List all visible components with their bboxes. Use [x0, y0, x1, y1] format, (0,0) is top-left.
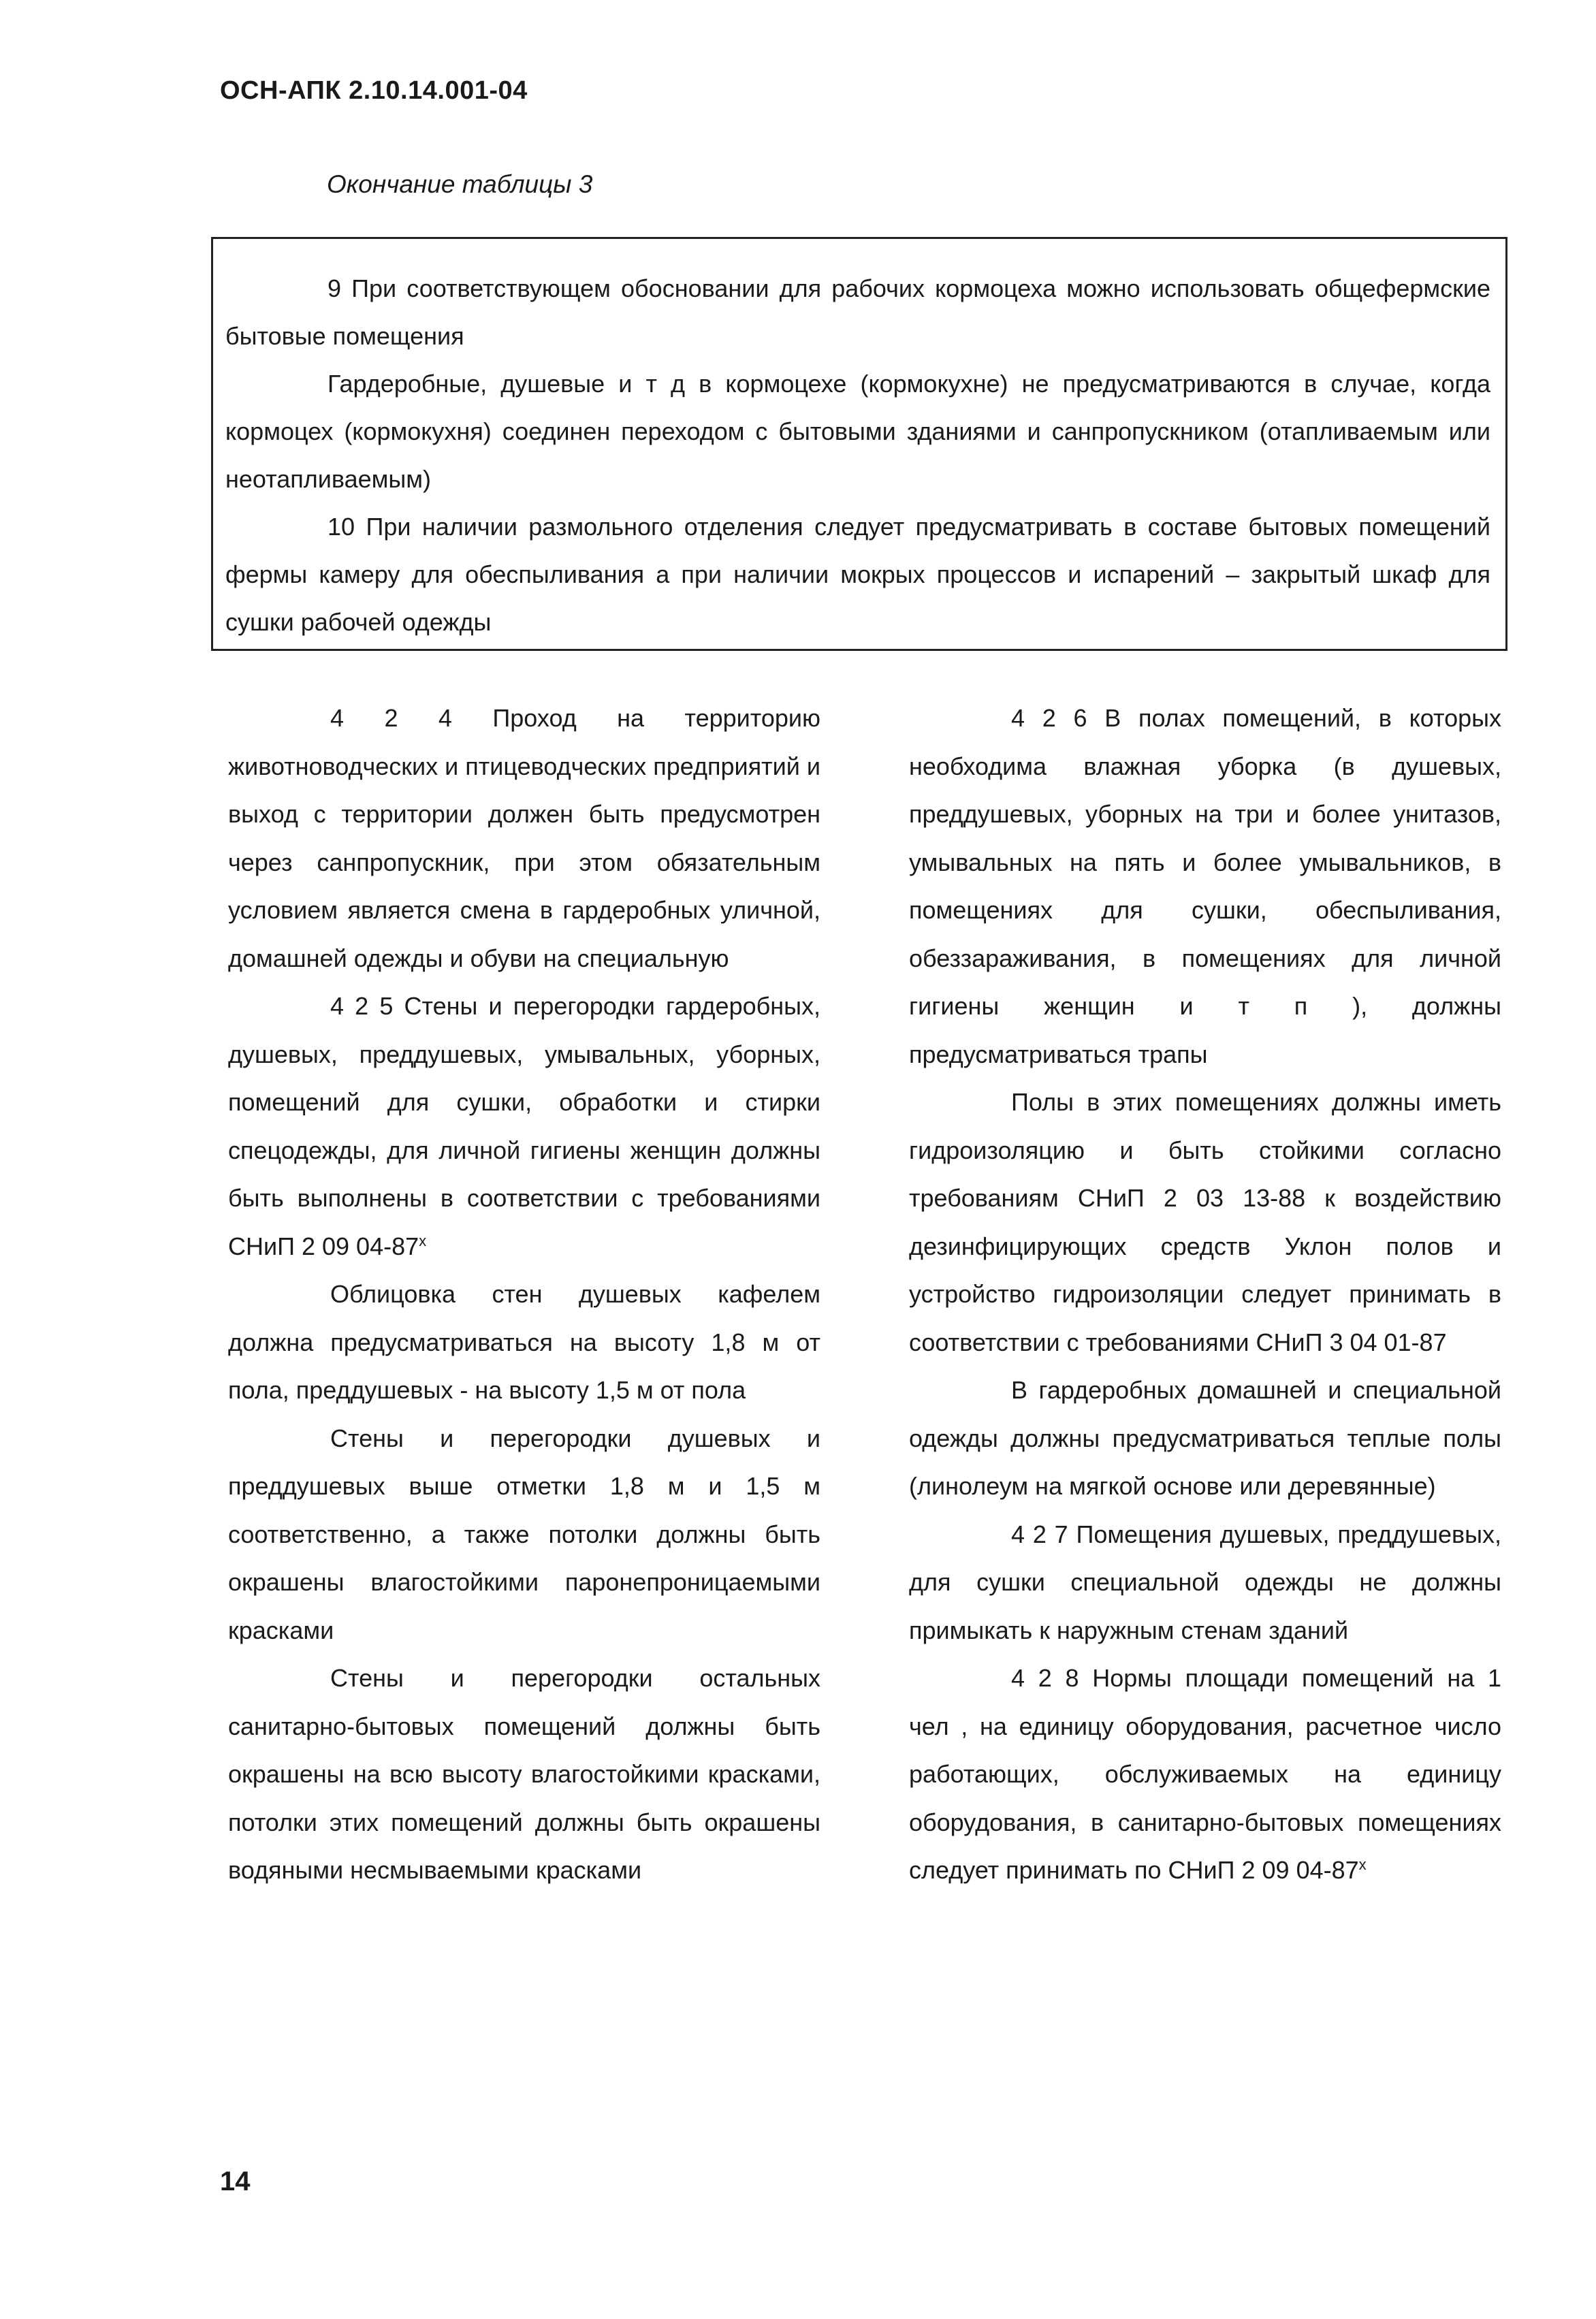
floor-waterproofing-paragraph: Полы в этих помещениях должны иметь гидроизоляцию и быть стойкими согласно требованиям СНиП 2 03 13-88 к воздействию дезинфицирующих средств Уклон полов и устройство гидроизоляции следует принимать в соответствии с требованиями СНиП 3 04 01-87 — [909, 1088, 1501, 1356]
clause-4-2-5 — [228, 982, 820, 1270]
page-number: 14 — [220, 2166, 251, 2196]
clause-4-2-8-text: 4 2 8 Нормы площади помещений на 1 чел , на единицу оборудования, расчетное число работающих, обслуживаемых на единицу оборудования, в санитарно-бытовых помещениях следует принимать по СНиП 2 09 04-87 — [909, 1664, 1501, 1884]
table-note-9-continuation: Гардеробные, душевые и т д в кормоцехе (кормокухне) не предусматриваются в случае, когда кормоцех (кормокухня) соединен переходом с бытовыми зданиями и санпропускником (отапливаемым или неотапливаемым) — [225, 370, 1490, 493]
left-column — [228, 694, 820, 1895]
table-note-9: 9 При соответствующем обосновании для рабочих кормоцеха можно использовать общефермские бытовые помещения — [225, 274, 1490, 350]
clause-4-2-5-text: 4 2 5 Стены и перегородки гардеробных, душевых, преддушевых, умывальных, уборных, помещений для сушки, обработки и стирки спецодежды, для личной гигиены женщин должны быть выполнены в соответствии с требованиями СНиП 2 09 04-87 — [228, 992, 820, 1260]
table-caption: Окончание таблицы 3 — [327, 170, 593, 198]
clause-4-2-6: 4 2 6 В полах помещений, в которых необходима влажная уборка (в душевых, преддушевых, уборных на три и более унитазов, умывальных на пять и более умывальников, в помещениях для сушки, обеспыливания, обеззараживания, в помещениях для личной гигиены женщин и т п ), должны предусматриваться трапы — [909, 704, 1501, 1068]
warm-floors-paragraph: В гардеробных домашней и специальной одежды должны предусматриваться теплые полы (линолеум на мягкой основе или деревянные) — [909, 1376, 1501, 1500]
other-rooms-walls-paragraph: Стены и перегородки остальных санитарно-бытовых помещений должны быть окрашены на всю высоту влагостойкими красками, потолки этих помещений должны быть окрашены водяными несмываемыми красками — [228, 1664, 820, 1884]
table-note-10: 10 При наличии размольного отделения следует предусматривать в составе бытовых помещений фермы камеру для обеспыливания а при наличии мокрых процессов и испарений – закрытый шкаф для сушки рабочей одежды — [225, 513, 1490, 636]
body-columns — [228, 694, 1501, 2056]
superscript-x: x — [419, 1232, 427, 1249]
right-column — [909, 694, 1501, 1895]
superscript-x: x — [1358, 1856, 1367, 1873]
clause-4-2-8 — [909, 1654, 1501, 1895]
clause-4-2-7: 4 2 7 Помещения душевых, преддушевых, для сушки специальной одежды не должны примыкать к наружным стенам зданий — [909, 1520, 1501, 1644]
table-notes-box — [211, 237, 1507, 651]
tile-cladding-paragraph: Облицовка стен душевых кафелем должна предусматриваться на высоту 1,8 м от пола, преддушевых - на высоту 1,5 м от пола — [228, 1280, 820, 1404]
document-code: ОСН-АПК 2.10.14.001-04 — [220, 76, 528, 105]
clause-4-2-4: 4 2 4 Проход на территорию животноводческих и птицеводческих предприятий и выход с территории должен быть предусмотрен через санпропускник, при этом обязательным условием является смена в гардеробных уличной, домашней одежды и обуви на специальную — [228, 704, 820, 972]
shower-walls-paragraph: Стены и перегородки душевых и преддушевых выше отметки 1,8 м и 1,5 м соответственно, а также потолки должны быть окрашены влагостойкими паронепроницаемыми красками — [228, 1424, 820, 1644]
